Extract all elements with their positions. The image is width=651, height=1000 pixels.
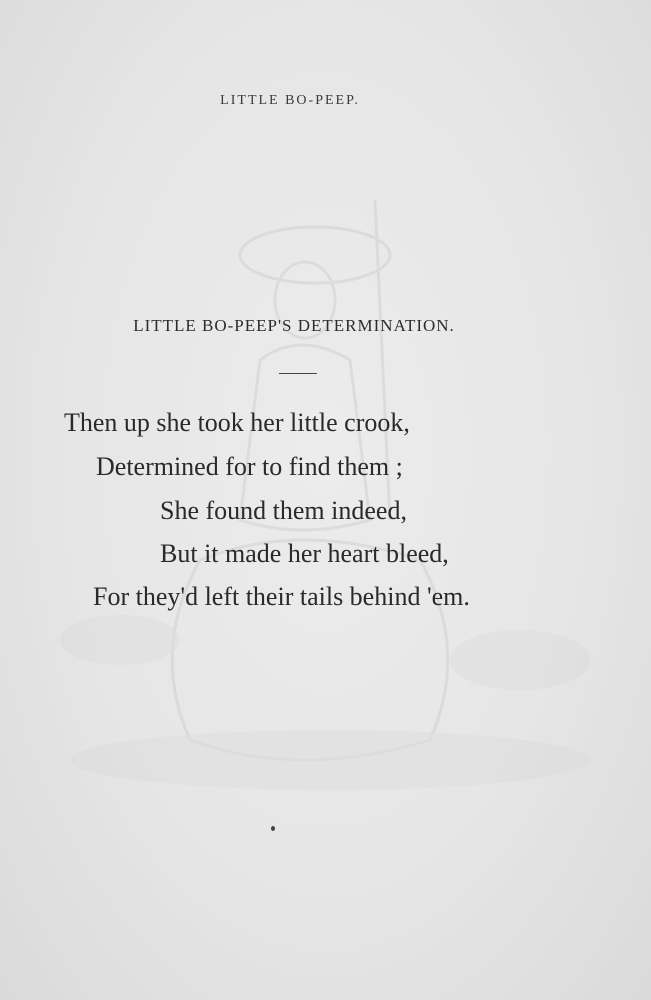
verse-line-5: For they'd left their tails behind 'em. [93, 582, 470, 611]
title-rule [279, 373, 317, 374]
poem-title: LITTLE BO-PEEP'S DETERMINATION. [133, 316, 455, 335]
ink-speck [271, 826, 275, 831]
verse-line-1: Then up she took her little crook, [64, 408, 410, 437]
verse-line-4: But it made her heart bleed, [160, 539, 449, 568]
running-head: LITTLE BO-PEEP. [220, 93, 360, 108]
verse-line-2: Determined for to find them ; [96, 452, 403, 481]
verse-line-3: She found them indeed, [160, 496, 407, 525]
